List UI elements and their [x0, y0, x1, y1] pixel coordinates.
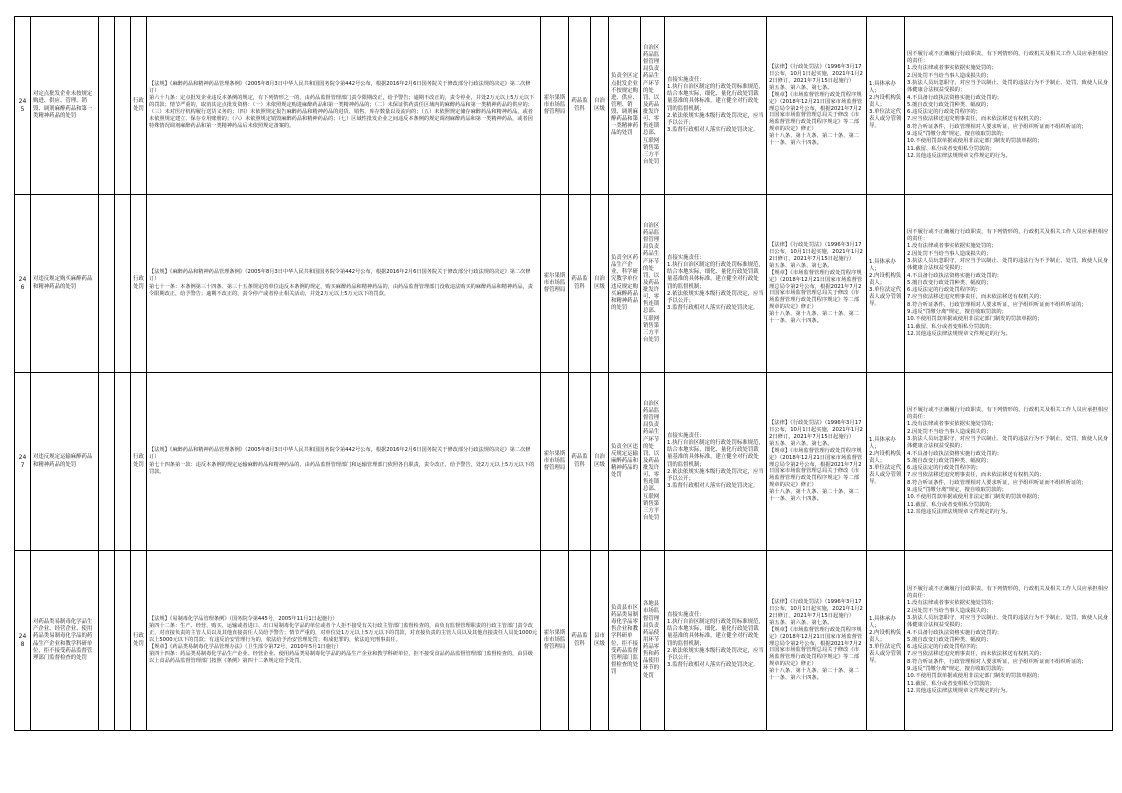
accountable-subject: 1.具体承办人； 2.内设机构负责人； 3.单位法定代表人或分管领导。: [867, 17, 905, 195]
accountable-subject: 1.具体承办人； 2.内设机构负责人； 3.单位法定代表人或分管领导。: [867, 195, 905, 373]
implementing-department: 霍尔果斯市市场监督管理局: [541, 373, 569, 551]
blank-cell: [115, 551, 131, 731]
exercise-scope: 负责全区药品生产企业、科学研究教学单位违反规定购买麻醉药品和精神药品的处罚: [609, 195, 641, 373]
responsibility-basis: 【法律】《行政处罚法》（1996年3月17日公布，10月1日起实施，2021年1月22日修订，2021年7月15日起施行） 第五条、第六条、第七条。 【规章】《市场监督管理行政处罚程序规定》（2018年12月21日国家市场监督管理总局令第2号公布，根据2021年7月2日国家市场监督管理总局关于修改《市场监督管理行政处罚程序规定》等二部规章的决定》修正） 第十八条、第十九条、第二十条、第二十一条、第六十四条。: [767, 195, 867, 373]
exercise-level: 自治区级: [591, 373, 609, 551]
row-number: 248: [15, 551, 31, 731]
responsible-office: 药品监管科: [569, 195, 591, 373]
row-number: 246: [15, 195, 31, 373]
accountability-situations: 因不履行或不正确履行行政职责，有下列情形的，行政机关及相关工作人员应承担相应的责任： 1.没有法律或者事实依据实施处罚的； 2.因处罚不当给当事人造成损失的； 3.执法人员玩忽职守，对应当予以制止、处罚的违法行为不予制止、处罚，致使人民身体健康合法权益受损的； 4.不具备行政执法资格实施行政处罚的； 5.擅自改变行政处罚种类、幅度的； 6.违反法定的行政处罚程序的； 7.应当依法移送追究刑事责任，而未依法移送有权机关的； 8.符合听证条件，行政管理相对人要求听证，应予组织听证而不组织听证的； 9.违反"罚缴分离"规定，擅自收取罚款的； 10.不使用罚款单据或使用非法定部门制发的罚款单据的； 11.截留、私分或者变相私分罚款的； 12.其他违反法律法规规章文件规定的行为。: [905, 373, 1113, 551]
legal-basis: 【法规】《麻醉药品和精神药品管理条例》（2005年8月3日中华人民共和国国务院令第442号公布，根据2016年2月6日国务院关于修改部分行政法规的决定》第二次修订） 第七十一条：本条例第三十四条、第三十五条规定的单位违反本条例的规定，购买麻醉药品和精神药品的，由药品监督管理部门没收违法购买的麻醉药品和精神药品，责令限期改正，给予警告；逾期不改正的，责令停产或者停止相关活动，并处2万元以上5万元以下的罚款。: [147, 195, 541, 373]
accountability-situations: 因不履行或不正确履行行政职责，有下列情形的，行政机关及相关工作人员应承担相应的责任： 1.没有法律或者事实依据实施处罚的； 2.因处罚不当给当事人造成损失的； 3.执法人员玩忽职守，对应当予以制止、处罚的违法行为不予制止、处罚，致使人民身体健康合法权益受损的； 4.不具备行政执法资格实施行政处罚的； 5.擅自改变行政处罚种类、幅度的； 6.违反法定的行政处罚程序的； 7.应当依法移送追究刑事责任，而未依法移送有权机关的； 8.符合听证条件，行政管理相对人要求听证，应予组织听证而不组织听证的； 9.违反"罚缴分离"规定，擅自收取罚款的； 10.不使用罚款单据或使用非法定部门制发的罚款单据的； 11.截留、私分或者变相私分罚款的； 12.其他违反法律法规规章文件规定的行为。: [905, 195, 1113, 373]
responsibility-items: 直接实施责任： 1.执行自治区制定的行政处罚标准规范，结合本地实际，细化、量化行政处罚裁量基准的具体标准，建立健全对行政处罚的监督机制； 2.依法依规实施本级行政处罚决定，应当予以公开； 3.监督行政相对人落实行政处罚决定。: [665, 551, 767, 731]
implementing-department: 霍尔果斯市市场监督管理局: [541, 195, 569, 373]
accountable-subject: 1.具体承办人； 2.内设机构负责人； 3.单位法定代表人或分管领导。: [867, 373, 905, 551]
responsibility-items: 直接实施责任： 1.执行自治区制定的行政处罚标准规范，结合本地实际，细化、量化行政处罚裁量基准的具体标准，建立健全对行政处罚的监督机制； 2.依法依规实施本级行政处罚决定，应当予以公开； 3.监督行政相对人落实行政处罚决定。: [665, 195, 767, 373]
exercise-scope: 负责全区定点批发企业不按规定购进、供应、管理、销毁、调剂麻醉药品和第一类精神药品的处罚: [609, 17, 641, 195]
power-type: 行政处罚: [131, 373, 147, 551]
implementing-subject: 自治区药品监督管理局负责药品生产环节的处罚，以及药品批发许可、零售连锁总部、互联网销售第三方平台处罚: [641, 195, 665, 373]
responsible-office: 药品监管科: [569, 17, 591, 195]
table-row: [15, 17, 1113, 195]
responsibility-basis: 【法律】《行政处罚法》（1996年3月17日公布，10月1日起实施，2021年1月22日修订，2021年7月15日起施行） 第五条、第六条、第七条。 【规章】《市场监督管理行政处罚程序规定》（2018年12月21日国家市场监督管理总局令第2号公布，根据2021年7月2日国家市场监督管理总局关于修改《市场监督管理行政处罚程序规定》等二部规章的决定》修正） 第十八条、第十九条、第二十条、第二十一条、第六十四条。: [767, 373, 867, 551]
exercise-scope: 负责县市区药品类易制毒化学品零售企业和教学科研单位，拒不接受药品监督管理部门监督检查的处罚: [609, 551, 641, 731]
blank-cell: [115, 17, 131, 195]
exercise-level: 县市区级: [591, 551, 609, 731]
power-type: 行政处罚: [131, 195, 147, 373]
row-number: 247: [15, 373, 31, 551]
table-row: [15, 551, 1113, 731]
power-type: 行政处罚: [131, 17, 147, 195]
item-name: 对违反规定运输麻醉药品和精神药品的处罚: [31, 373, 99, 551]
responsible-office: 药品监管科: [569, 551, 591, 731]
responsibility-basis: 【法律】《行政处罚法》（1996年3月17日公布，10月1日起实施，2021年1月22日修订，2021年7月15日起施行） 第五条、第六条、第七条。 【规章】《市场监督管理行政处罚程序规定》（2018年12月21日国家市场监督管理总局令第2号公布，根据2021年7月2日国家市场监督管理总局关于修改《市场监督管理行政处罚程序规定》等二部规章的决定》修正） 第十八条、第十九条、第二十条、第二十一条、第六十四条。: [767, 17, 867, 195]
blank-cell: [115, 373, 131, 551]
responsibility-items: 直接实施责任： 1.执行自治区制定的行政处罚标准规范，结合本地实际，细化、量化行政处罚裁量基准的具体标准，建立健全对行政处罚的监督机制； 2.依法依规实施本级行政处罚决定，应当予以公开； 3.监督行政相对人落实行政处罚决定。: [665, 17, 767, 195]
blank-cell: [99, 195, 115, 373]
responsibility-items: 直接实施责任： 1.执行自治区制定的行政处罚标准规范，结合本地实际，细化、量化行政处罚裁量基准的具体标准，建立健全对行政处罚的监督机制； 2.依法依规实施本级行政处罚决定，应当予以公开； 3.监督行政相对人落实行政处罚决定。: [665, 373, 767, 551]
responsibility-basis: 【法律】《行政处罚法》（1996年3月17日公布，10月1日起实施，2021年1月22日修订，2021年7月15日起施行） 第五条、第六条、第七条。 【规章】《市场监督管理行政处罚程序规定》（2018年12月21日国家市场监督管理总局令第2号公布，根据2021年7月2日国家市场监督管理总局关于修改《市场监督管理行政处罚程序规定》等二部规章的决定》修正） 第十八条、第十九条、第二十条、第二十一条、第六十四条。: [767, 551, 867, 731]
table-row: [15, 195, 1113, 373]
table-row: [15, 373, 1113, 551]
legal-basis: 【法规】《麻醉药品和精神药品管理条例》（2005年8月3日中华人民共和国国务院令第442号公布，根据2016年2月6日国务院关于修改部分行政法规的决定》第二次修订） 第六十九条：定点批发企业违反本条例的规定，有下列情形之一的，由药品监督管理部门责令限期改正，给予警告；逾期不改正的，责令停业，并处2万元以上5万元以下的罚款；情节严重的，取消其定点批发资格：（一）未依照规定购进麻醉药品和第一类精神药品的；（二）未保证供药责任区域内的麻醉药品和第一类精神药品的供应的；（三）未对医疗机构履行送货义务的；（四）未依照规定报告麻醉药品和精神药品的进货、销售、库存数量以及流向的；（五）未依照规定储存麻醉药品和精神药品，或者未依照规定建立、保存专用账册的；（六）未依照规定销毁麻醉药品和精神药品的；（七）区域性批发企业之间违反本条例的规定调剂麻醉药品和第一类精神药品，或者因特殊情况调剂麻醉药品和第一类精神药品后未依照规定备案的。: [147, 17, 541, 195]
responsible-office: 药品监管科: [569, 373, 591, 551]
legal-basis: 【法规】《麻醉药品和精神药品管理条例》（2005年8月3日中华人民共和国国务院令第442号公布，根据2016年2月6日国务院关于修改部分行政法规的决定》第二次修订） 第七十四条第一款：违反本条例的规定运输麻醉药品和精神药品的，由药品监督管理部门和运输管理部门依照各自职责，责令改正，给予警告，处2万元以上5万元以下的罚款。: [147, 373, 541, 551]
item-name: 对违反规定购买麻醉药品和精神药品的处罚: [31, 195, 99, 373]
power-list-table: [14, 16, 1113, 731]
implementing-department: 霍尔果斯市市场监督管理局: [541, 17, 569, 195]
blank-cell: [99, 373, 115, 551]
implementing-subject: 自治区药品监督管理局负责药品生产环节的处罚，以及药品批发许可、零售连锁总部、互联网销售第三方平台处罚: [641, 373, 665, 551]
legal-basis: 【法规】《易制毒化学品管理条例》（国务院令第445号，2005年11月1日起施行） 第四十二条：生产、经营、购买、运输或者进口、出口易制毒化学品的单位或者个人拒不接受有关行政主管部门监督检查的，由负有监督管理职责的行政主管部门责令改正，对直接负责的主管人员以及其他直接责任人员给予警告；情节严重的，对单位处1万元以上5万元以下的罚款，对直接负责的主管人员以及其他直接责任人员处1000元以上5000元以下的罚款；有违反治安管理行为的，依法给予治安管理处罚；构成犯罪的，依法追究刑事责任。 【规章】《药品类易制毒化学品管理办法》（卫生部令第72号，2010年5月1日施行） 第四十四条：药品类易制毒化学品生产企业、经营企业、使用药品类易制毒化学品的药品生产企业和教学科研单位，拒不接受食品药品监督管理部门监督检查的，由县级以上食品药品监督管理部门按照《条例》第四十二条规定给予处罚。: [147, 551, 541, 731]
item-name: 对药品类易制毒化学品生产企业、经营企业、使用药品类易制毒化学品的药品生产企业和教学科研单位，拒不接受药品监督管理部门监督检查的处罚: [31, 551, 99, 731]
accountability-situations: 因不履行或不正确履行行政职责，有下列情形的，行政机关及相关工作人员应承担相应的责任： 1.没有法律或者事实依据实施处罚的； 2.因处罚不当给当事人造成损失的； 3.执法人员玩忽职守，对应当予以制止、处罚的违法行为不予制止、处罚，致使人民身体健康合法权益受损的； 4.不具备行政执法资格实施行政处罚的； 5.擅自改变行政处罚种类、幅度的； 6.违反法定的行政处罚程序的； 7.应当依法移送追究刑事责任，而未依法移送有权机关的； 8.符合听证条件，行政管理相对人要求听证，应予组织听证而不组织听证的； 9.违反"罚缴分离"规定，擅自收取罚款的； 10.不使用罚款单据或使用非法定部门制发的罚款单据的； 11.截留、私分或者变相私分罚款的； 12.其他违反法律法规规章文件规定的行为。: [905, 551, 1113, 731]
row-number: 245: [15, 17, 31, 195]
power-type: 行政处罚: [131, 551, 147, 731]
blank-cell: [99, 551, 115, 731]
accountable-subject: 1.具体承办人； 2.内设机构负责人； 3.单位法定代表人或分管领导。: [867, 551, 905, 731]
accountability-situations: 因不履行或不正确履行行政职责，有下列情形的，行政机关及相关工作人员应承担相应的责任： 1.没有法律或者事实依据实施处罚的； 2.因处罚不当给当事人造成损失的； 3.执法人员玩忽职守，对应当予以制止、处罚的违法行为不予制止、处罚，致使人民身体健康合法权益受损的； 4.不具备行政执法资格实施行政处罚的； 5.擅自改变行政处罚种类、幅度的； 6.违反法定的行政处罚程序的； 7.应当依法移送追究刑事责任，而未依法移送有权机关的； 8.符合听证条件，行政管理相对人要求听证，应予组织听证而不组织听证的； 9.违反"罚缴分离"规定，擅自收取罚款的； 10.不使用罚款单据或使用非法定部门制发的罚款单据的； 11.截留、私分或者变相私分罚款的； 12.其他违反法律法规规章文件规定的行为。: [905, 17, 1113, 195]
implementing-subject: 各地县市场监督管理局负责药品使用环节药品零售和药品使用环节的处罚: [641, 551, 665, 731]
implementing-subject: 自治区药品监督管理局负责药品生产环节的处罚，以及药品批发许可、零售连锁总部、互联网销售第三方平台处罚: [641, 17, 665, 195]
blank-cell: [115, 195, 131, 373]
exercise-scope: 负责全区违反规定运输麻醉药品和精神药品的处罚: [609, 373, 641, 551]
implementing-department: 霍尔果斯市市场监督管理局: [541, 551, 569, 731]
blank-cell: [99, 17, 115, 195]
item-name: 对定点批发企业未按规定购进、供应、管理、销毁、调剂麻醉药品和第一类精神药品的处罚: [31, 17, 99, 195]
exercise-level: 自治区级: [591, 195, 609, 373]
exercise-level: 自治区级: [591, 17, 609, 195]
